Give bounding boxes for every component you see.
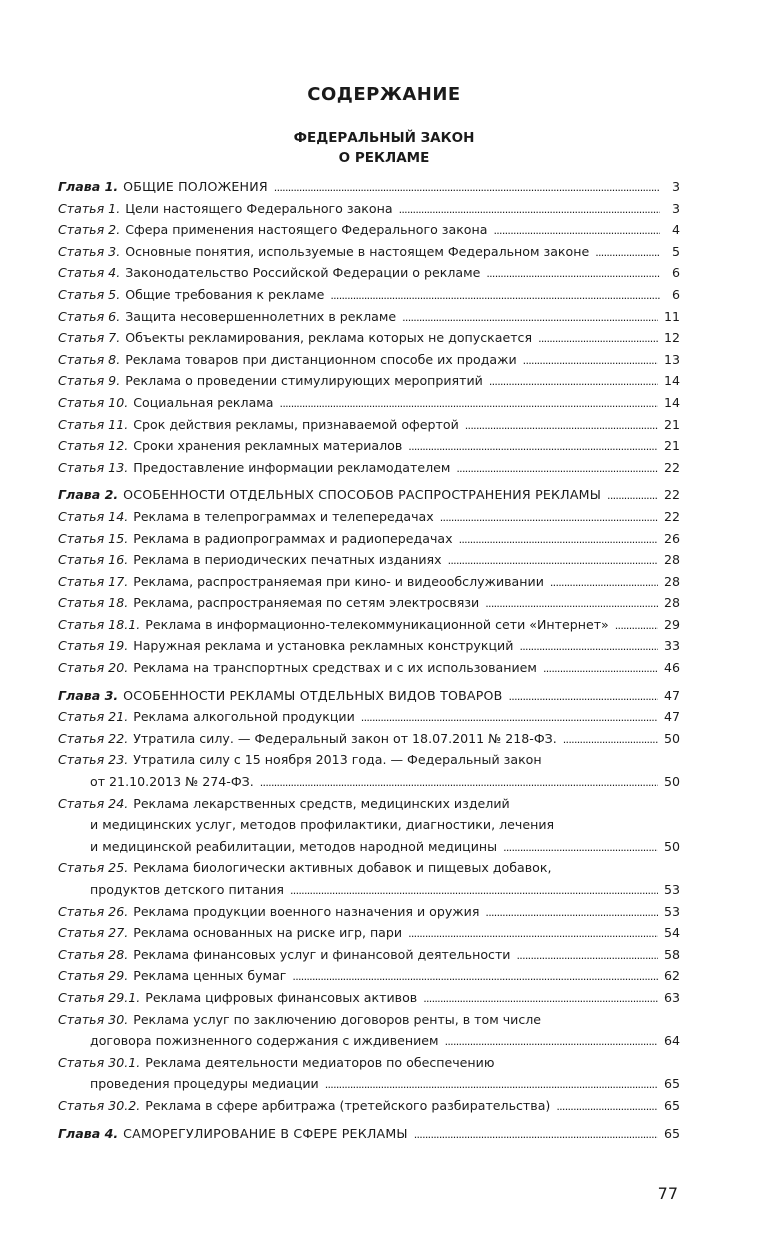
chapter-title: ОСОБЕННОСТИ РЕКЛАМЫ ОТДЕЛЬНЫХ ВИДОВ ТОВАРОВ [123, 687, 503, 703]
article-title: Защита несовершеннолетних в рекламе [125, 308, 397, 324]
chapter-title: ОБЩИЕ ПОЛОЖЕНИЯ [123, 179, 268, 194]
dot-leader [361, 706, 658, 728]
toc-article-entry [58, 198, 680, 220]
toc-page-number: 14 [663, 373, 680, 389]
article-label: Статья 17. [58, 573, 129, 589]
toc-article-entry [58, 657, 680, 679]
toc-article-entry [58, 922, 680, 944]
dot-leader [538, 327, 658, 349]
article-label: Статья 12. [58, 438, 129, 454]
article-title: Реклама в периодических печатных изданиях [133, 552, 442, 568]
dot-leader [607, 484, 658, 506]
dot-leader [595, 241, 660, 263]
article-title: и медицинской реабилитации, методов народной медицины [90, 838, 498, 854]
toc-page-number: 64 [663, 1033, 680, 1049]
article-title: Реклама услуг по заключению договоров ренты, в том числе [133, 1011, 542, 1027]
article-title: Реклама основанных на риске игр, пари [133, 925, 403, 941]
toc-article-entry [58, 327, 680, 349]
dot-leader [280, 392, 658, 414]
article-label: Статья 3. [58, 243, 121, 259]
dot-leader [503, 836, 658, 858]
toc-page-number: 53 [663, 903, 680, 919]
toc-article-entry [58, 1073, 680, 1095]
article-title: Реклама на транспортных средствах и с их использованием [133, 660, 537, 676]
toc-article-entry [58, 857, 680, 879]
toc-article-entry [58, 879, 680, 901]
toc-page-number: 22 [663, 487, 680, 503]
toc-page-number: 33 [663, 638, 680, 654]
dot-leader [292, 965, 658, 987]
toc-page-number: 26 [663, 530, 680, 546]
article-label: Статья 29. [58, 968, 129, 984]
toc-page-number: 28 [663, 595, 680, 611]
article-label: Статья 6. [58, 308, 121, 324]
chapter-label: Глава 2. [58, 487, 119, 503]
article-title: Реклама биологически активных добавок и пищевых добавок, [133, 860, 552, 876]
toc-article-entry [58, 457, 680, 479]
toc-article-entry [58, 836, 680, 858]
page-number: 77 [657, 1184, 678, 1203]
toc-article-entry [58, 1095, 680, 1117]
page-title: СОДЕРЖАНИЕ [307, 84, 461, 105]
toc-page-number: 4 [671, 222, 680, 238]
toc-article-entry [58, 349, 680, 371]
toc-page-number: 58 [663, 946, 680, 962]
article-label: Статья 2. [58, 222, 121, 238]
article-label: Статья 4. [58, 265, 121, 281]
toc-article-entry [58, 571, 680, 593]
article-title: проведения процедуры медиации [90, 1076, 319, 1092]
article-title: Реклама деятельности медиаторов по обеспечению [145, 1054, 495, 1070]
toc-page-number: 54 [663, 925, 680, 941]
article-title: Общие требования к рекламе [125, 286, 325, 302]
article-title: Реклама в информационно-телекоммуникационной сети «Интернет» [145, 616, 609, 632]
table-of-contents [58, 176, 680, 1144]
toc-article-entry [58, 262, 680, 284]
dot-leader [485, 592, 658, 614]
toc-article-entry [58, 1030, 680, 1052]
article-label: Статья 26. [58, 903, 129, 919]
dot-leader [414, 1123, 658, 1145]
toc-article-entry [58, 241, 680, 263]
article-label: Статья 14. [58, 508, 129, 524]
toc-article-entry [58, 944, 680, 966]
article-label: Статья 20. [58, 660, 129, 676]
article-title: Реклама цифровых финансовых активов [145, 989, 418, 1005]
article-title: договора пожизненного содержания с иждивением [90, 1033, 439, 1049]
dot-leader [330, 284, 660, 306]
article-label: Статья 27. [58, 925, 129, 941]
toc-page-number: 46 [663, 660, 680, 676]
article-title: Реклама о проведении стимулирующих мероприятий [125, 373, 483, 389]
article-title: Реклама в телепрограммах и телепередачах [133, 508, 434, 524]
toc-chapter-entry [58, 685, 680, 707]
toc-article-entry [58, 1009, 680, 1031]
toc-article-entry [58, 771, 680, 793]
article-title: Сфера применения настоящего Федерального закона [125, 222, 488, 238]
article-title: Срок действия рекламы, признаваемой офертой [133, 416, 459, 432]
dot-leader [615, 614, 658, 636]
toc-article-entry [58, 728, 680, 750]
article-label: Статья 30.1. [58, 1054, 141, 1070]
article-title: Утратила силу с 15 ноября 2013 года. — Федеральный закон [133, 752, 542, 768]
article-title: Реклама ценных бумаг [133, 968, 287, 984]
dot-leader [523, 349, 658, 371]
toc-article-entry [58, 749, 680, 771]
dot-leader [440, 506, 658, 528]
toc-article-entry [58, 370, 680, 392]
dot-leader [274, 176, 660, 198]
toc-chapter-entry [58, 484, 680, 506]
article-title: Наружная реклама и установка рекламных конструкций [133, 638, 514, 654]
toc-page-number: 5 [671, 243, 680, 259]
toc-article-entry [58, 219, 680, 241]
law-title-line-1: ФЕДЕРАЛЬНЫЙ ЗАКОН [293, 130, 475, 146]
article-label: Статья 9. [58, 373, 121, 389]
article-label: Статья 1. [58, 200, 121, 216]
toc-page-number: 53 [663, 882, 680, 897]
dot-leader [493, 219, 660, 241]
toc-page-number: 47 [663, 709, 680, 725]
article-title: Реклама лекарственных средств, медицинских изделий [133, 795, 510, 811]
toc-page-number: 3 [671, 200, 680, 216]
law-title-line-2: О РЕКЛАМЕ [338, 150, 430, 166]
article-label: Статья 5. [58, 286, 121, 302]
article-title: Реклама продукции военного назначения и оружия [133, 903, 480, 919]
toc-page-number: 6 [671, 265, 680, 281]
article-label: Статья 19. [58, 638, 129, 654]
dot-leader [408, 435, 658, 457]
toc-page-number: 12 [663, 330, 680, 346]
article-label: Статья 11. [58, 416, 129, 432]
toc-page-number: 28 [663, 552, 680, 568]
toc-page-number: 65 [663, 1097, 680, 1113]
toc-page-number: 21 [663, 438, 680, 454]
article-title: Цели настоящего Федерального закона [125, 200, 393, 216]
toc-article-entry [58, 635, 680, 657]
article-label: Статья 8. [58, 351, 121, 367]
toc-page-number: 62 [663, 968, 680, 984]
dot-leader [465, 414, 658, 436]
toc-page-number: 65 [663, 1125, 680, 1141]
chapter-label: Глава 4. [58, 1125, 119, 1141]
toc-article-entry [58, 814, 680, 836]
toc-article-entry [58, 614, 680, 636]
article-label: Статья 22. [58, 730, 129, 746]
article-label: Статья 21. [58, 709, 129, 725]
dot-leader [563, 728, 658, 750]
dot-leader [260, 771, 658, 793]
toc-article-entry [58, 528, 680, 550]
toc-page-number: 22 [663, 508, 680, 524]
toc-page-number: 14 [663, 394, 680, 410]
toc-article-entry [58, 506, 680, 528]
article-label: Статья 30. [58, 1011, 129, 1027]
article-title: Реклама, распространяемая при кино- и видеообслуживании [133, 573, 544, 589]
article-label: Статья 25. [58, 860, 129, 876]
toc-article-entry [58, 392, 680, 414]
toc-page-number: 13 [663, 351, 680, 367]
toc-page-number: 21 [663, 416, 680, 432]
toc-article-entry [58, 549, 680, 571]
toc-page-number: 11 [663, 308, 680, 324]
toc-article-entry [58, 706, 680, 728]
article-label: Статья 23. [58, 752, 129, 768]
article-title: Предоставление информации рекламодателем [133, 459, 451, 475]
dot-leader [402, 306, 658, 328]
dot-leader [459, 528, 658, 550]
toc-article-entry [58, 435, 680, 457]
toc-page-number: 65 [663, 1076, 680, 1092]
dot-leader [489, 370, 658, 392]
article-title: и медицинских услуг, методов профилактики, диагностики, лечения [90, 817, 555, 833]
article-label: Статья 28. [58, 946, 129, 962]
dot-leader [556, 1095, 658, 1117]
chapter-title: САМОРЕГУЛИРОВАНИЕ В СФЕРЕ РЕКЛАМЫ [123, 1125, 408, 1141]
dot-leader [325, 1073, 658, 1095]
article-label: Статья 13. [58, 459, 129, 475]
toc-page-number: 29 [663, 616, 680, 632]
toc-page-number: 47 [663, 687, 680, 703]
chapter-title: ОСОБЕННОСТИ ОТДЕЛЬНЫХ СПОСОБОВ РАСПРОСТРАНЕНИЯ РЕКЛАМЫ [123, 487, 602, 503]
dot-leader [508, 685, 657, 707]
article-title: Реклама алкогольной продукции [133, 709, 355, 725]
article-title: Реклама в сфере арбитража (третейского разбирательства) [145, 1097, 551, 1113]
toc-article-entry [58, 592, 680, 614]
toc-chapter-entry [58, 1123, 680, 1145]
toc-article-entry [58, 793, 680, 815]
article-label: Статья 15. [58, 530, 129, 546]
toc-page-number: 22 [663, 459, 680, 475]
toc-page-number: 50 [663, 838, 680, 854]
dot-leader [445, 1030, 658, 1052]
article-label: Статья 18.1. [58, 616, 141, 632]
article-label: Статья 29.1. [58, 989, 141, 1005]
toc-chapter-entry [58, 176, 680, 198]
article-title: Сроки хранения рекламных материалов [133, 438, 403, 454]
dot-leader [486, 262, 660, 284]
article-title: Законодательство Российской Федерации о рекламе [125, 265, 481, 281]
article-title: Утратила силу. — Федеральный закон от 18.07.2011 № 218-ФЗ. [133, 730, 557, 746]
article-title: Реклама в радиопрограммах и радиопередачах [133, 530, 453, 546]
dot-leader [550, 571, 658, 593]
dot-leader [519, 635, 658, 657]
toc-article-entry [58, 965, 680, 987]
toc-article-entry [58, 901, 680, 923]
chapter-label: Глава 1. [58, 179, 119, 194]
toc-article-entry [58, 414, 680, 436]
article-title: продуктов детского питания [90, 882, 284, 897]
dot-leader [516, 944, 657, 966]
toc-page-number: 50 [663, 774, 680, 790]
toc-article-entry [58, 306, 680, 328]
dot-leader [543, 657, 658, 679]
article-title: от 21.10.2013 № 274-ФЗ. [90, 774, 254, 790]
article-label: Статья 10. [58, 394, 129, 410]
toc-page-number: 63 [663, 989, 680, 1005]
toc-page-number: 3 [671, 179, 680, 194]
toc-article-entry [58, 1052, 680, 1074]
article-label: Статья 30.2. [58, 1097, 141, 1113]
article-title: Основные понятия, используемые в настоящем Федеральном законе [125, 243, 590, 259]
article-title: Реклама товаров при дистанционном способе их продажи [125, 351, 517, 367]
article-label: Статья 16. [58, 552, 129, 568]
toc-page-number: 50 [663, 730, 680, 746]
chapter-label: Глава 3. [58, 687, 119, 703]
toc-article-entry [58, 987, 680, 1009]
article-label: Статья 24. [58, 795, 129, 811]
article-title: Объекты рекламирования, реклама которых не допускается [125, 330, 533, 346]
toc-article-entry [58, 284, 680, 306]
dot-leader [408, 922, 658, 944]
dot-leader [290, 879, 658, 901]
dot-leader [423, 987, 658, 1009]
toc-page-number: 28 [663, 573, 680, 589]
dot-leader [399, 198, 660, 220]
article-label: Статья 7. [58, 330, 121, 346]
article-label: Статья 18. [58, 595, 129, 611]
dot-leader [485, 901, 658, 923]
dot-leader [448, 549, 658, 571]
article-title: Реклама, распространяемая по сетям электросвязи [133, 595, 480, 611]
article-title: Реклама финансовых услуг и финансовой деятельности [133, 946, 511, 962]
toc-page-number: 6 [671, 286, 680, 302]
article-title: Социальная реклама [133, 394, 274, 410]
dot-leader [456, 457, 658, 479]
